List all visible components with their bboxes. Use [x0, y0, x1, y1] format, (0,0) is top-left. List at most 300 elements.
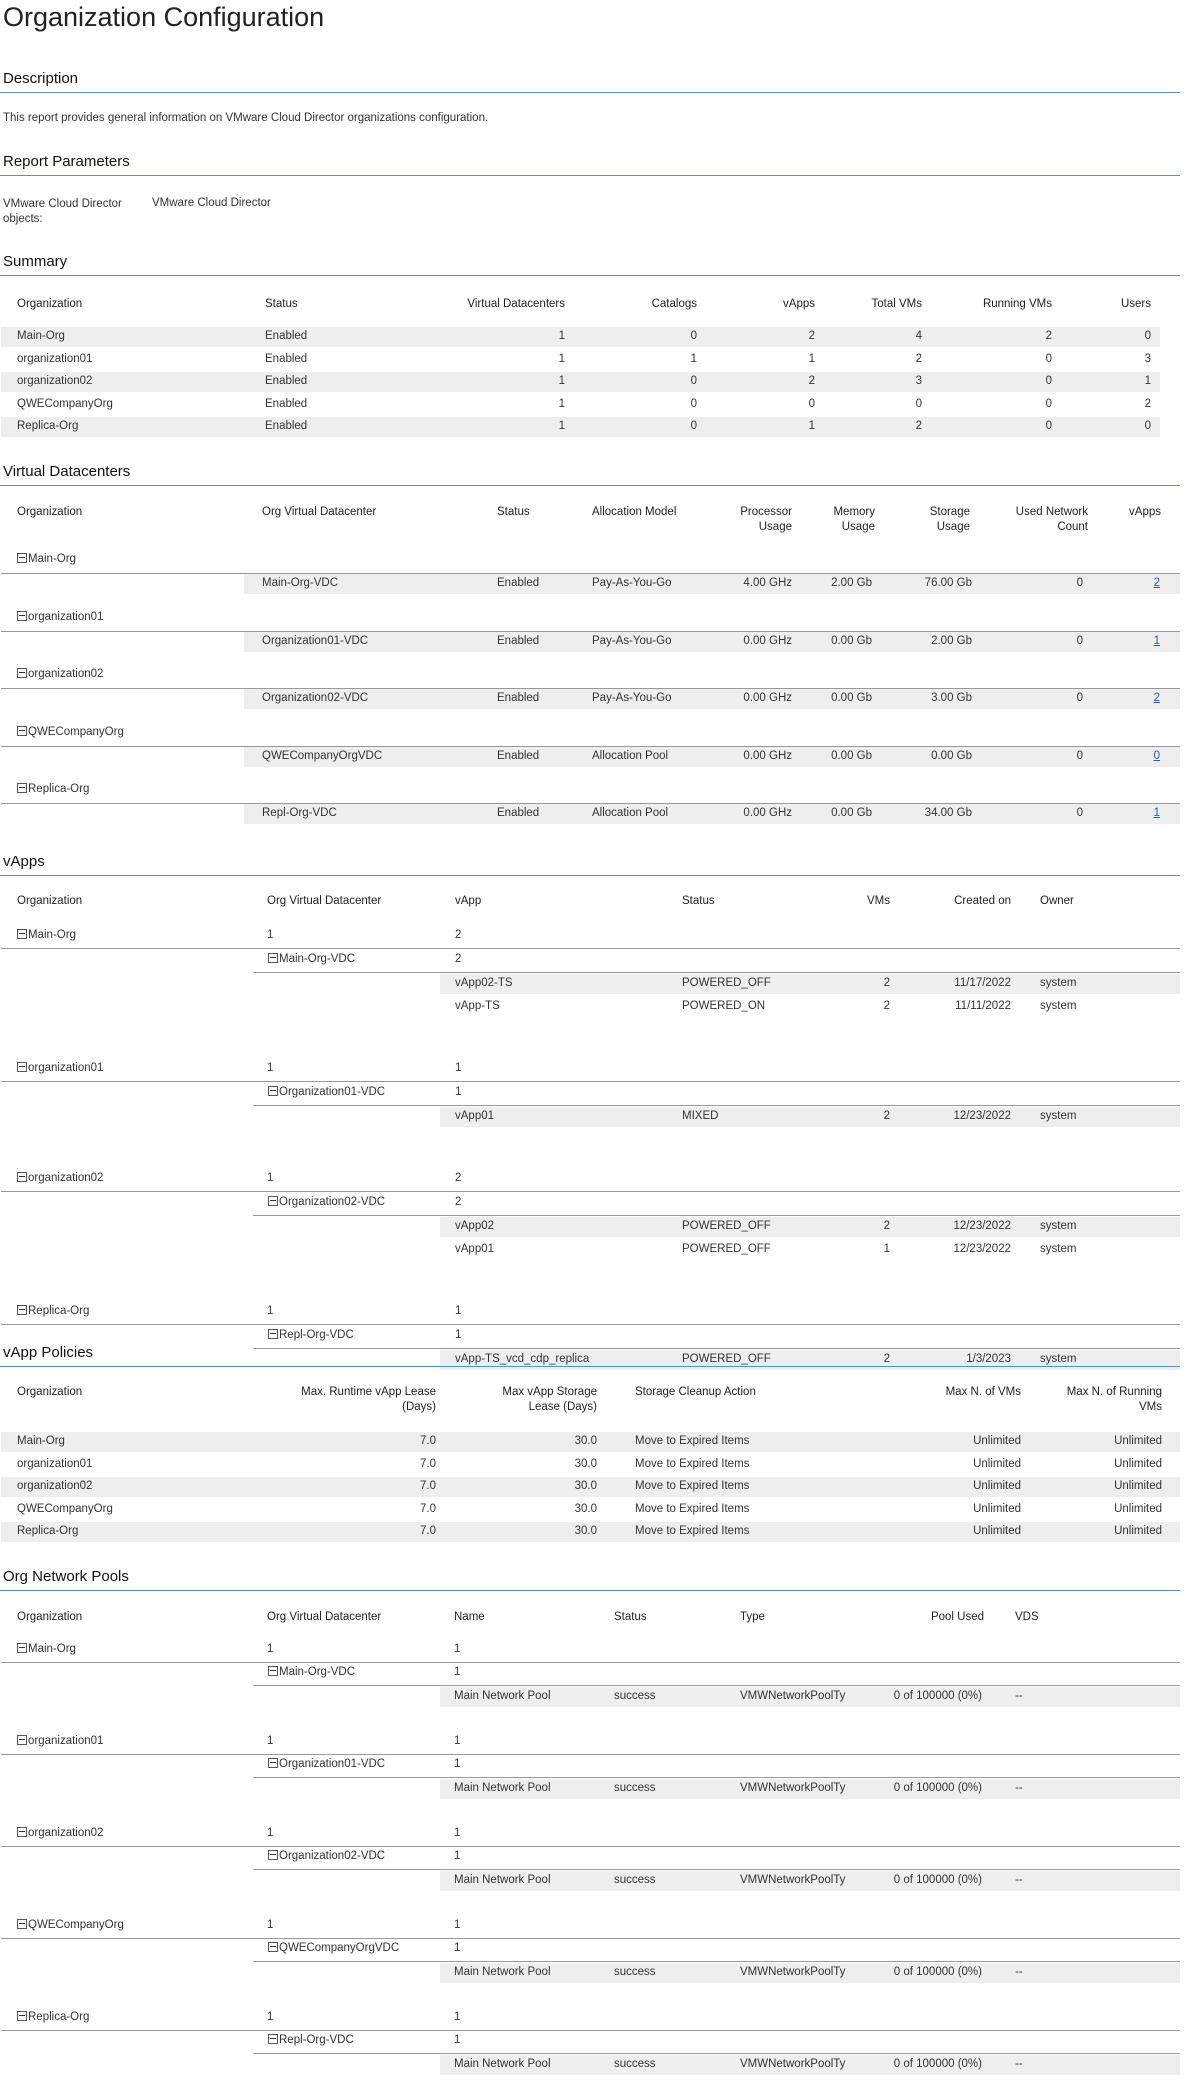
vdc-header: Organization	[17, 506, 83, 518]
group-divider	[253, 1777, 1180, 1778]
summary-cell: 2	[915, 352, 922, 365]
collapse-icon[interactable]	[17, 1643, 27, 1653]
vapps-header: Owner	[1040, 895, 1074, 907]
vapps-cell: POWERED_OFF	[682, 1353, 771, 1365]
netpools-cell: success	[614, 1966, 656, 1978]
netpools-org-count: 1	[454, 1919, 461, 1931]
netpools-org-count: 1	[267, 1643, 274, 1655]
vapps-vdc-group	[268, 1196, 385, 1208]
group-divider	[253, 1348, 1180, 1349]
netpools-cell: --	[1015, 1874, 1023, 1886]
vapps-vdc-group	[268, 953, 355, 965]
vapps-cell: vApp01	[455, 1110, 495, 1122]
netpools-org-group-label: Replica-Org	[28, 2011, 90, 2023]
vapps-cell: 2	[883, 977, 890, 989]
vapps-cell: 11/11/2022	[955, 1000, 1011, 1012]
summary-cell: 0	[1045, 375, 1052, 387]
vapps-cell: 1/3/2023	[966, 1353, 1011, 1365]
netpools-vdc-count: 1	[454, 1942, 461, 1954]
netpools-org-group	[17, 2011, 89, 2023]
row-stripe	[244, 632, 1180, 652]
policies-cell: Move to Expired Items	[635, 1457, 750, 1470]
vdc-cell: Pay-As-You-Go	[592, 577, 672, 589]
collapse-icon[interactable]	[268, 953, 278, 963]
policies-cell: Move to Expired Items	[635, 1502, 750, 1515]
netpools-cell: Main Network Pool	[454, 1966, 551, 1978]
policies-cell: 30.0	[574, 1525, 597, 1537]
netpools-org-count: 1	[454, 1643, 461, 1655]
policies-cell: 7.0	[420, 1480, 436, 1492]
vdc-cell: 0	[1076, 692, 1083, 704]
vapps-cell: 2	[883, 1110, 890, 1122]
policies-cell: Move to Expired Items	[635, 1435, 750, 1447]
netpools-cell: --	[1015, 1782, 1023, 1794]
section-title-netpools: Org Network Pools	[3, 1568, 129, 1585]
policies-cell: Unlimited	[1114, 1525, 1162, 1537]
policies-cell: Unlimited	[1114, 1480, 1162, 1492]
netpools-vdc-count: 1	[454, 1758, 461, 1770]
vapps-cell: 12/23/2022	[953, 1110, 1011, 1122]
collapse-icon[interactable]	[17, 668, 27, 678]
collapse-icon[interactable]	[17, 726, 27, 736]
summary-cell: Enabled	[265, 397, 308, 410]
collapse-icon[interactable]	[17, 929, 27, 939]
netpools-vdc-group	[268, 1942, 399, 1954]
vapps-cell: 12/23/2022	[953, 1243, 1011, 1255]
policies-cell: Unlimited	[1114, 1435, 1162, 1447]
description-text: This report provides general information on VMware Cloud Director organizations configuration.	[3, 112, 489, 124]
collapse-icon[interactable]	[268, 1666, 278, 1676]
netpools-cell: --	[1015, 2058, 1023, 2070]
vdc-cell: 0.00 Gb	[831, 692, 872, 704]
summary-cell: Replica-Org	[17, 420, 79, 432]
vdc-header: Memory Usage	[833, 506, 875, 533]
vdc-org-group	[17, 668, 103, 680]
vapps-vdc-group-label: Organization02-VDC	[279, 1196, 386, 1208]
collapse-icon[interactable]	[17, 1735, 27, 1745]
vdc-cell: 76.00 Gb	[924, 577, 972, 589]
vdc-header: Allocation Model	[592, 506, 677, 518]
collapse-icon[interactable]	[268, 1329, 278, 1339]
summary-cell: organization02	[17, 375, 93, 387]
group-divider	[1, 1754, 1180, 1755]
vapps-cell: 2	[883, 1000, 890, 1012]
netpools-org-group	[17, 1735, 103, 1747]
netpools-vdc-group-label: Organization02-VDC	[279, 1850, 386, 1862]
policies-cell: Move to Expired Items	[635, 1480, 750, 1492]
netpools-header: Type	[740, 1611, 765, 1623]
vdc-cell: QWECompanyOrgVDC	[262, 749, 383, 762]
vapps-header: vApp	[455, 895, 482, 907]
policies-cell: Unlimited	[973, 1480, 1021, 1492]
policies-header: Max N. of Running VMs	[1066, 1386, 1162, 1413]
vapps-cell: POWERED_OFF	[682, 1220, 771, 1232]
vapps-cell: vApp01	[455, 1243, 495, 1255]
vdc-cell: 0.00 GHz	[743, 749, 792, 762]
netpools-vdc-count: 1	[454, 1850, 461, 1862]
vdc-header: Org Virtual Datacenter	[262, 506, 377, 518]
vapps-org-count: 1	[455, 1305, 462, 1317]
summary-cell: 0	[1045, 420, 1052, 432]
policies-cell: Replica-Org	[17, 1525, 79, 1537]
vdc-cell: 0.00 GHz	[743, 692, 792, 704]
summary-cell: 3	[915, 375, 922, 387]
group-divider	[1, 1191, 1180, 1192]
policies-cell: Unlimited	[973, 1435, 1021, 1447]
collapse-icon[interactable]	[268, 1196, 278, 1206]
section-divider	[0, 92, 1180, 93]
summary-cell: 2	[915, 420, 922, 432]
vdc-cell: Pay-As-You-Go	[592, 634, 672, 647]
collapse-icon[interactable]	[17, 1919, 27, 1929]
summary-cell: 2	[1045, 330, 1052, 342]
netpools-cell: VMWNetworkPoolTy	[740, 1690, 846, 1702]
summary-cell: 2	[1144, 397, 1151, 410]
vapps-vdc-count: 1	[455, 1086, 462, 1098]
section-divider	[0, 275, 1180, 276]
summary-cell: 1	[558, 330, 565, 342]
netpools-vdc-count: 1	[454, 1666, 461, 1678]
policies-header: Max. Runtime vApp Lease (Days)	[301, 1386, 436, 1413]
vdc-org-group	[17, 611, 103, 623]
collapse-icon[interactable]	[17, 553, 27, 563]
summary-cell: 0	[915, 397, 922, 410]
netpools-cell: 0 of 100000 (0%)	[893, 1690, 982, 1702]
netpools-org-group-label: Main-Org	[28, 1643, 76, 1655]
summary-cell: Enabled	[265, 420, 308, 432]
section-title-vdc: Virtual Datacenters	[3, 463, 131, 480]
vapps-org-group	[17, 1172, 103, 1184]
netpools-org-group-label: QWECompanyOrg	[28, 1919, 124, 1931]
summary-cell: 1	[558, 420, 565, 432]
netpools-cell: success	[614, 1782, 656, 1794]
group-divider	[1, 2030, 1180, 2031]
vapps-vdc-count: 2	[455, 1196, 462, 1208]
section-divider	[0, 875, 1180, 876]
row-stripe	[1, 327, 1160, 347]
vdc-cell: Organization02-VDC	[262, 692, 369, 704]
policies-cell: Move to Expired Items	[635, 1525, 750, 1537]
vdc-cell: Organization01-VDC	[262, 634, 369, 647]
group-divider	[1, 948, 1180, 949]
vapps-org-count: 1	[267, 929, 274, 941]
summary-cell: 1	[558, 397, 565, 410]
netpools-header: Name	[454, 1611, 485, 1623]
netpools-header: Org Virtual Datacenter	[267, 1611, 382, 1623]
summary-cell: 1	[1144, 375, 1151, 387]
vdc-cell: Enabled	[497, 807, 540, 819]
policies-cell: Unlimited	[1114, 1502, 1162, 1515]
collapse-icon[interactable]	[268, 1086, 278, 1096]
netpools-vdc-group	[268, 1850, 385, 1862]
vapps-cell: 2	[883, 1220, 890, 1232]
policies-cell: 7.0	[420, 1457, 436, 1470]
policies-cell: 30.0	[574, 1457, 597, 1470]
summary-cell: 0	[1144, 420, 1151, 432]
vapps-cell: POWERED_OFF	[682, 1243, 771, 1255]
row-stripe	[244, 804, 1180, 824]
vapps-cell: POWERED_ON	[682, 1000, 766, 1012]
vdc-cell: Enabled	[497, 692, 540, 704]
group-divider	[253, 1685, 1180, 1686]
collapse-icon[interactable]	[268, 1942, 278, 1952]
policies-cell: 30.0	[574, 1435, 597, 1447]
summary-header: Organization	[17, 298, 83, 310]
row-stripe	[244, 689, 1180, 709]
vapps-cell: vApp-TS	[455, 1000, 500, 1012]
vdc-vapps-link[interactable]: 0	[1153, 749, 1160, 762]
collapse-icon[interactable]	[17, 1172, 27, 1182]
vapps-vdc-group-label: Repl-Org-VDC	[279, 1329, 354, 1341]
netpools-cell: success	[614, 1690, 656, 1702]
vdc-cell: 0.00 Gb	[831, 749, 872, 762]
summary-cell: Enabled	[265, 352, 308, 365]
netpools-org-count: 1	[454, 1735, 461, 1747]
vapps-vdc-group-label: Organization01-VDC	[279, 1086, 386, 1098]
vapps-org-group	[17, 1305, 89, 1317]
netpools-cell: success	[614, 2058, 656, 2070]
section-title-policies: vApp Policies	[3, 1344, 94, 1361]
netpools-header: Organization	[17, 1611, 83, 1623]
vdc-vapps-link[interactable]: 1	[1153, 634, 1160, 647]
netpools-org-group-label: organization02	[28, 1827, 104, 1839]
vdc-cell: 3.00 Gb	[931, 692, 972, 704]
row-stripe	[1, 372, 1160, 392]
summary-header: Virtual Datacenters	[467, 298, 565, 310]
vdc-cell: 2.00 Gb	[931, 634, 972, 647]
policies-header: Max vApp Storage Lease (Days)	[502, 1386, 597, 1413]
vdc-cell: Enabled	[497, 634, 540, 647]
netpools-vdc-group	[268, 1758, 385, 1770]
vdc-org-group-label: QWECompanyOrg	[28, 725, 124, 738]
summary-cell: 1	[808, 420, 815, 432]
vdc-org-group-label: Replica-Org	[28, 783, 90, 795]
netpools-cell: VMWNetworkPoolTy	[740, 1874, 846, 1886]
vapps-cell: POWERED_OFF	[682, 977, 771, 989]
vapps-org-group-label: organization02	[28, 1172, 104, 1184]
collapse-icon[interactable]	[268, 1850, 278, 1860]
netpools-header: Status	[614, 1611, 647, 1623]
vdc-cell: 0	[1076, 807, 1083, 819]
vdc-cell: 4.00 GHz	[743, 577, 792, 589]
vapps-header: Status	[682, 895, 715, 907]
netpools-vdc-group-label: Repl-Org-VDC	[279, 2034, 354, 2046]
vapps-vdc-count: 2	[455, 953, 462, 965]
summary-cell: 4	[915, 330, 922, 342]
policies-cell: 7.0	[420, 1502, 436, 1515]
group-divider	[1, 1846, 1180, 1847]
vdc-org-group	[17, 726, 124, 738]
policies-cell: organization01	[17, 1457, 93, 1470]
netpools-vdc-group	[268, 1666, 355, 1678]
collapse-icon[interactable]	[268, 1758, 278, 1768]
netpools-cell: 0 of 100000 (0%)	[893, 2058, 982, 2070]
summary-cell: 0	[690, 397, 697, 410]
vapps-org-group	[17, 929, 76, 941]
vdc-header: Processor Usage	[740, 506, 792, 533]
row-stripe	[244, 574, 1180, 594]
policies-cell: Unlimited	[973, 1502, 1021, 1515]
vdc-cell: Main-Org-VDC	[262, 577, 339, 589]
netpools-org-group-label: organization01	[28, 1735, 104, 1747]
summary-cell: Enabled	[265, 330, 308, 342]
collapse-icon[interactable]	[17, 1827, 27, 1837]
policies-header: Storage Cleanup Action	[635, 1386, 756, 1398]
vdc-cell: 0	[1076, 577, 1083, 589]
vdc-cell: Pay-As-You-Go	[592, 692, 672, 704]
policies-header: Max N. of VMs	[945, 1386, 1021, 1398]
vdc-org-group	[17, 553, 76, 565]
collapse-icon[interactable]	[17, 1062, 27, 1072]
group-divider	[253, 2053, 1180, 2054]
group-divider	[1, 1938, 1180, 1939]
netpools-cell: Main Network Pool	[454, 1874, 551, 1886]
netpools-header: VDS	[1015, 1611, 1039, 1623]
netpools-cell: Main Network Pool	[454, 2058, 551, 2070]
vdc-vapps-link[interactable]: 1	[1153, 807, 1160, 819]
summary-cell: QWECompanyOrg	[17, 397, 113, 410]
collapse-icon[interactable]	[268, 2034, 278, 2044]
policies-cell: Unlimited	[973, 1525, 1021, 1537]
vapps-cell: 1	[883, 1243, 890, 1255]
vapps-org-count: 1	[267, 1062, 274, 1074]
vdc-cell: 0.00 Gb	[931, 749, 972, 762]
group-divider	[253, 1961, 1180, 1962]
summary-cell: 2	[808, 330, 815, 342]
netpools-cell: --	[1015, 1690, 1023, 1702]
vapps-cell: system	[1040, 1243, 1077, 1255]
vapps-cell: system	[1040, 1353, 1077, 1365]
vdc-org-group	[17, 783, 89, 795]
group-divider	[253, 1869, 1180, 1870]
vapps-cell: 12/23/2022	[953, 1220, 1011, 1232]
netpools-org-group	[17, 1643, 76, 1655]
summary-cell: 0	[690, 375, 697, 387]
vapps-cell: system	[1040, 1220, 1077, 1232]
vdc-cell: 0.00 GHz	[743, 634, 792, 647]
summary-cell: 0	[690, 330, 697, 342]
summary-header: Catalogs	[651, 298, 697, 310]
summary-header: vApps	[783, 298, 815, 310]
vapps-header: Org Virtual Datacenter	[267, 895, 382, 907]
vdc-cell: Repl-Org-VDC	[262, 807, 337, 819]
policies-cell: QWECompanyOrg	[17, 1502, 113, 1515]
group-divider	[1, 1662, 1180, 1663]
vdc-header: Used Network Count	[1015, 506, 1088, 533]
vapps-org-group	[17, 1062, 103, 1074]
section-title-summary: Summary	[3, 253, 68, 270]
policies-cell: 30.0	[574, 1480, 597, 1492]
netpools-cell: VMWNetworkPoolTy	[740, 1782, 846, 1794]
collapse-icon[interactable]	[17, 783, 27, 793]
netpools-cell: VMWNetworkPoolTy	[740, 2058, 846, 2070]
summary-cell: 0	[1045, 397, 1052, 410]
vapps-org-group-label: organization01	[28, 1062, 104, 1074]
summary-cell: organization01	[17, 352, 93, 365]
vapps-org-count: 2	[455, 929, 462, 941]
vapps-cell: 2	[883, 1353, 890, 1365]
vapps-cell: vApp02-TS	[455, 977, 513, 989]
netpools-cell: Main Network Pool	[454, 1782, 551, 1794]
vdc-cell: Allocation Pool	[592, 749, 669, 762]
vapps-vdc-group	[268, 1086, 385, 1098]
vdc-vapps-link[interactable]: 2	[1153, 692, 1160, 704]
policies-cell: Unlimited	[973, 1457, 1021, 1470]
section-divider	[0, 1590, 1180, 1591]
param-label: VMware Cloud Director objects:	[3, 198, 122, 225]
policies-cell: organization02	[17, 1480, 93, 1492]
netpools-vdc-group	[268, 2034, 354, 2046]
param-value: VMware Cloud Director	[152, 197, 271, 209]
vdc-header: Storage Usage	[929, 506, 970, 533]
netpools-header: Pool Used	[930, 1611, 984, 1623]
vdc-cell: Enabled	[497, 749, 540, 762]
netpools-org-count: 1	[267, 2011, 274, 2023]
section-title-vapps: vApps	[3, 853, 45, 870]
collapse-icon[interactable]	[17, 611, 27, 621]
vdc-org-group-label: organization02	[28, 668, 104, 680]
vdc-cell: 0.00 Gb	[831, 807, 872, 819]
vdc-vapps-link[interactable]: 2	[1153, 577, 1160, 589]
summary-cell: 1	[558, 352, 565, 365]
vdc-cell: 0	[1076, 634, 1083, 647]
summary-header: Running VMs	[982, 298, 1052, 310]
vapps-header: VMs	[867, 895, 890, 907]
summary-header: Status	[265, 298, 298, 310]
vapps-cell: system	[1040, 1110, 1077, 1122]
group-divider	[253, 1215, 1180, 1216]
vapps-org-group-label: Main-Org	[28, 929, 76, 941]
vdc-cell: 0.00 Gb	[831, 634, 872, 647]
summary-cell: Enabled	[265, 375, 308, 387]
collapse-icon[interactable]	[17, 2011, 27, 2021]
vdc-org-group-label: Main-Org	[28, 553, 76, 565]
netpools-org-group	[17, 1919, 124, 1931]
vapps-cell: vApp-TS_vcd_cdp_replica	[455, 1353, 590, 1365]
group-divider	[1, 1081, 1180, 1082]
vdc-cell: 0	[1076, 749, 1083, 762]
summary-cell: 1	[808, 352, 815, 365]
vdc-cell: 0.00 GHz	[743, 807, 792, 819]
netpools-org-count: 1	[454, 2011, 461, 2023]
netpools-org-count: 1	[267, 1827, 274, 1839]
summary-cell: 1	[558, 375, 565, 387]
netpools-vdc-count: 1	[454, 2034, 461, 2046]
netpools-org-count: 1	[454, 1827, 461, 1839]
netpools-cell: Main Network Pool	[454, 1690, 551, 1702]
netpools-cell: 0 of 100000 (0%)	[893, 1966, 982, 1978]
netpools-cell: VMWNetworkPoolTy	[740, 1966, 846, 1978]
vapps-vdc-count: 1	[455, 1329, 462, 1341]
group-divider	[1, 1324, 1180, 1325]
vdc-org-group-label: organization01	[28, 610, 104, 623]
section-title-description: Description	[3, 70, 79, 87]
vapps-org-count: 1	[267, 1172, 274, 1184]
policies-cell: 7.0	[420, 1435, 436, 1447]
policies-cell: 7.0	[420, 1525, 436, 1537]
summary-cell: 3	[1144, 352, 1151, 365]
netpools-vdc-group-label: Organization01-VDC	[279, 1758, 386, 1770]
vapps-vdc-group	[268, 1329, 354, 1341]
netpools-org-count: 1	[267, 1735, 274, 1747]
netpools-cell: --	[1015, 1966, 1023, 1978]
netpools-cell: 0 of 100000 (0%)	[893, 1782, 982, 1794]
collapse-icon[interactable]	[17, 1305, 27, 1315]
vdc-header: Status	[497, 506, 530, 518]
netpools-org-group	[17, 1827, 103, 1839]
summary-cell: 1	[690, 352, 697, 365]
netpools-vdc-group-label: QWECompanyOrgVDC	[279, 1942, 400, 1954]
